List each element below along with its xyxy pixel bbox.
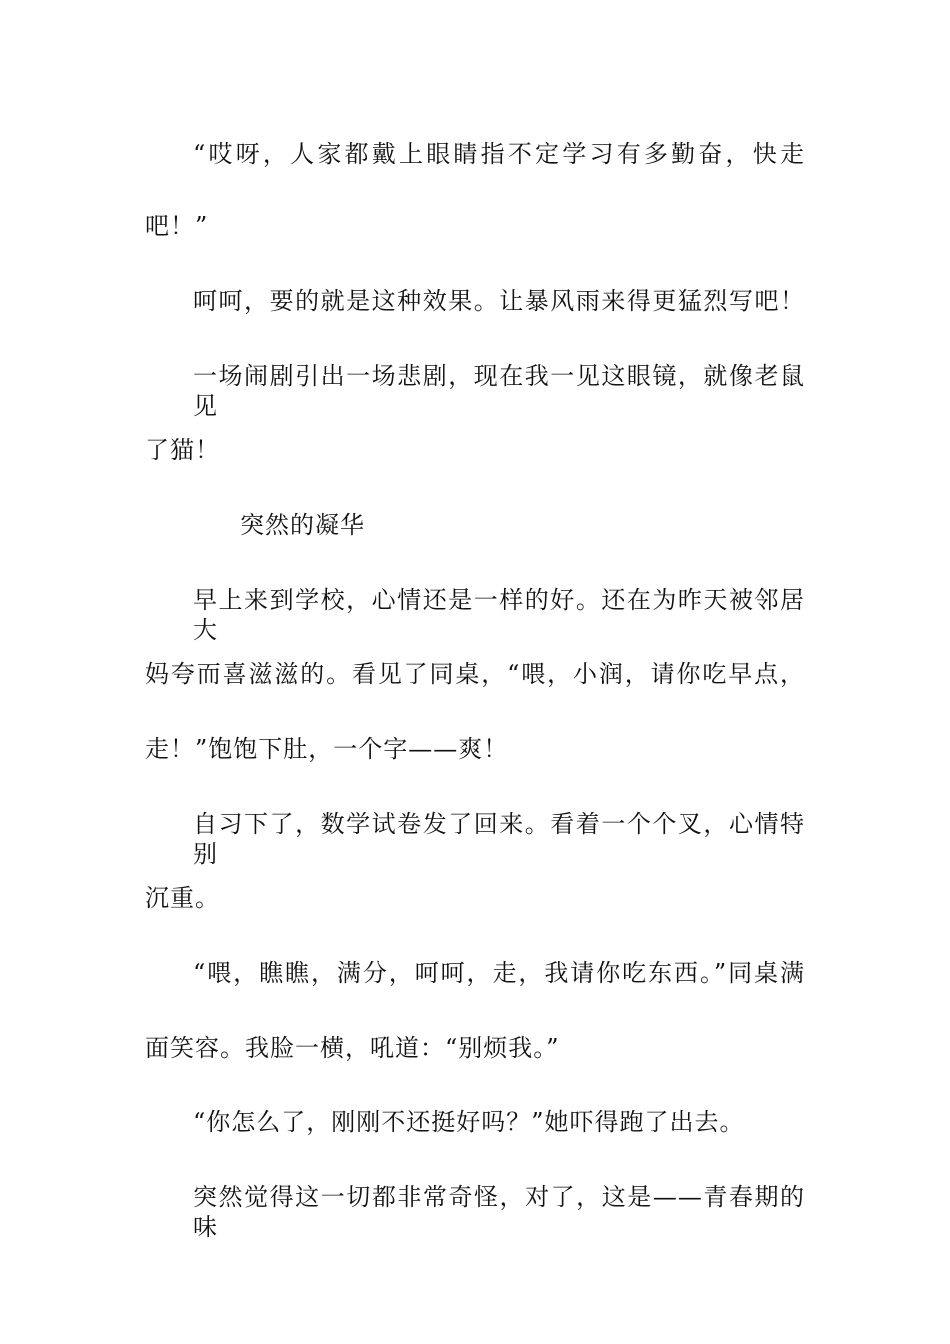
paragraph-line: 早上来到学校，心情还是一样的好。还在为昨天被邻居大 <box>193 586 805 644</box>
section-heading: 突然的凝华 <box>240 511 365 539</box>
paragraph-line: 面笑容。我脸一横，吼道：“别烦我。” <box>145 1034 560 1062</box>
paragraph-line: “你怎么了，刚刚不还挺好吗？”她吓得跑了出去。 <box>193 1108 745 1136</box>
paragraph-line: 了猫！ <box>145 436 220 464</box>
paragraph-line: “喂，瞧瞧，满分，呵呵，走，我请你吃东西。”同桌满 <box>193 959 805 987</box>
paragraph-line: 吧！” <box>145 212 209 240</box>
paragraph-line: 一场闹剧引出一场悲剧，现在我一见这眼镜，就像老鼠见 <box>193 362 805 420</box>
paragraph-line: 妈夸而喜滋滋的。看见了同桌，“喂，小润，请你吃早点， <box>145 660 805 688</box>
paragraph-line: 走！”饱饱下肚，一个字——爽！ <box>145 735 509 763</box>
paragraph-line: 沉重。 <box>145 884 220 912</box>
paragraph-line: 呵呵，要的就是这种效果。让暴风雨来得更猛烈写吧！ <box>193 287 805 315</box>
paragraph-line: 自习下了，数学试卷发了回来。看着一个个叉，心情特别 <box>193 810 805 868</box>
paragraph-line: 突然觉得这一切都非常奇怪，对了，这是——青春期的味 <box>193 1183 805 1241</box>
paragraph-line: “哎呀，人家都戴上眼睛指不定学习有多勤奋，快走 <box>193 140 805 168</box>
